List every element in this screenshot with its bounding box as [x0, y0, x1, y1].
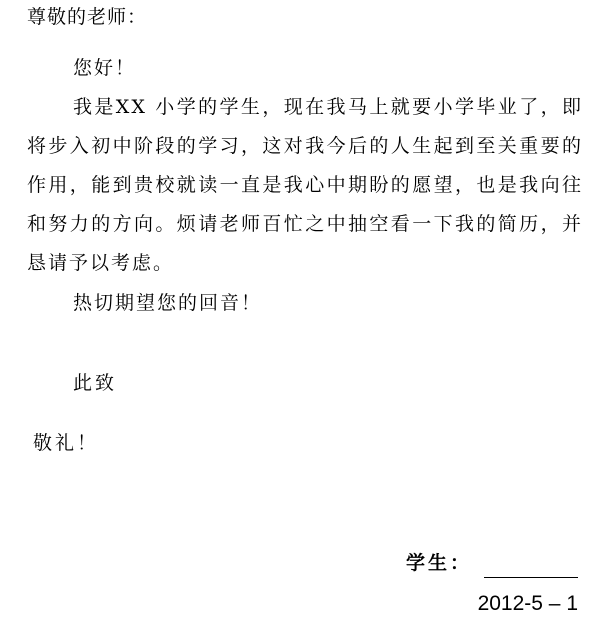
signature-line: [484, 551, 578, 578]
signature-block: [406, 548, 578, 578]
greeting: 您好！: [73, 57, 137, 79]
letter-body: 我是XX 小学的学生，现在我马上就要小学毕业了，即将步入初中阶段的学习，这对我今后的人生起到至关重要的作用，能到贵校就读一直是我心中期盼的愿望，也是我向往和努力的方向。烦请老师百忙之中抽空看一下我的简历，并恳请予以考虑。: [27, 96, 583, 274]
signature-label: 学生：: [405, 552, 472, 574]
letter-date: 2012-5 – 1: [477, 592, 578, 615]
closing-phrase-2: 敬礼！: [33, 432, 100, 454]
salutation: 尊敬的老师：: [27, 6, 148, 28]
closing-phrase-1: 此致: [73, 372, 118, 394]
closing-wish: 热切期望您的回音！: [73, 292, 263, 314]
